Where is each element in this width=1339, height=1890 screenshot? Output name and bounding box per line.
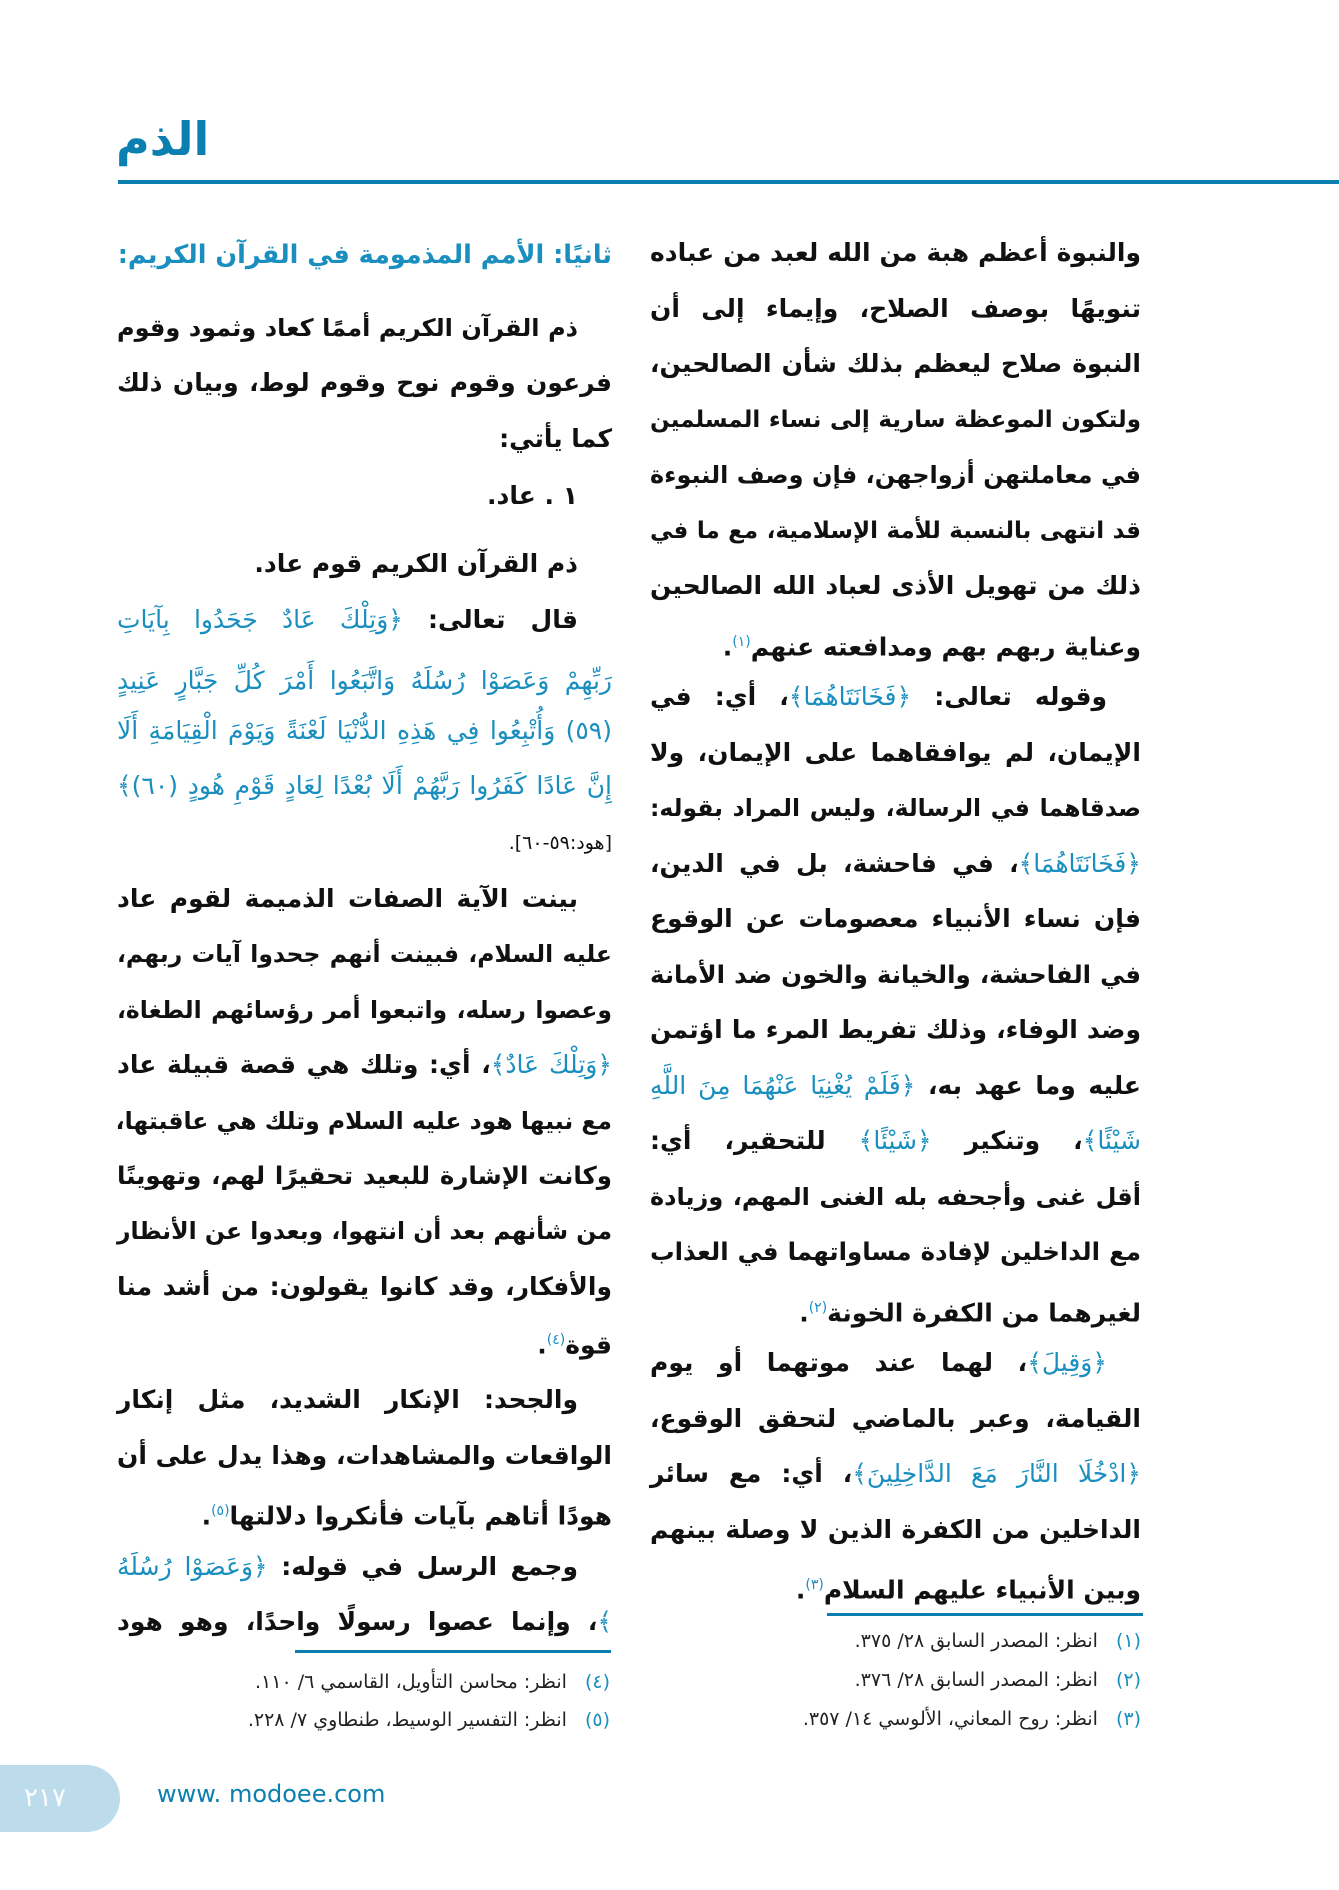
text-line xyxy=(117,1096,612,1146)
text-line xyxy=(650,617,1141,667)
text-line xyxy=(117,303,612,353)
text-line xyxy=(650,1560,1141,1610)
footnote-number: (١) xyxy=(1115,1630,1141,1652)
footnote-number: (٢) xyxy=(1115,1669,1141,1691)
text-segment: . xyxy=(799,1297,809,1327)
footnote-ref[interactable]: (٤) xyxy=(546,1332,566,1348)
quran-verse: ﴿شَيْئًا﴾ xyxy=(858,1126,932,1155)
text-segment: عليه وما عهد به، xyxy=(915,1070,1141,1100)
text-segment: ، أي: في xyxy=(650,682,789,711)
text-line xyxy=(117,1151,612,1201)
text-line xyxy=(117,874,612,924)
text-segment: وبين الأنبياء عليهم السلام xyxy=(823,1575,1141,1605)
quran-verse: (٥٩) وَأُتْبِعُوا فِي هَذِهِ الدُّنْيَا لَعْنَةً وَيَوْمَ الْقِيَامَةِ أَلَا xyxy=(117,716,612,745)
footnote-ref[interactable]: (٥) xyxy=(211,1503,230,1519)
footnote-ref[interactable]: (٢) xyxy=(808,1299,828,1316)
text-line xyxy=(117,761,612,811)
quran-verse: رَبِّهِمْ وَعَصَوْا رُسُلَهُ وَاتَّبَعُوا أَمْرَ كُلِّ جَبَّارٍ عَنِيدٍ xyxy=(117,666,612,695)
footnote-separator-left xyxy=(295,1650,611,1653)
text-line xyxy=(117,1040,612,1090)
text-line xyxy=(117,1431,612,1481)
text-segment: ، في فاحشة، بل في الدين، xyxy=(650,848,1019,878)
text-segment: للتحقير، أي: xyxy=(650,1126,859,1155)
text-segment: وعناية ربهم بهم ومدافعته عنهم xyxy=(750,631,1141,661)
text-segment: قال تعالى: xyxy=(402,605,579,634)
quran-verse: ﴿وَتِلْكَ عَادٌ جَحَدُوا بِآيَاتِ xyxy=(117,605,403,634)
text-line xyxy=(650,950,1141,1000)
text-line xyxy=(650,339,1141,389)
text-segment: ذم القرآن الكريم أممًا كعاد وثمود وقوم xyxy=(117,314,578,342)
quran-verse: ﴿فَخَانَتَاهُمَا﴾ xyxy=(788,682,912,711)
text-segment: النبوة صلاح ليعظم بذلك شأن الصالحين، xyxy=(650,349,1141,378)
text-segment: فرعون وقوم نوح وقوم لوط، وبيان ذلك xyxy=(117,368,612,397)
quran-verse: شَيْئًا﴾ xyxy=(1082,1126,1141,1155)
text-line xyxy=(117,414,612,464)
quran-verse: ﴿ادْخُلَا النَّارَ مَعَ الدَّاخِلِينَ﴾ xyxy=(852,1459,1141,1488)
section-heading xyxy=(117,230,612,280)
text-segment: هودًا أتاهم بآيات فأنكروا دلالتها xyxy=(229,1501,612,1531)
text-line xyxy=(117,706,612,756)
text-segment: عليه السلام، فبينت أنهم جحدوا آيات ربهم، xyxy=(117,940,612,968)
text-segment: والجحد: الإنكار الشديد، مثل إنكار xyxy=(117,1385,578,1414)
footnote xyxy=(855,1630,1141,1652)
text-line xyxy=(117,985,612,1035)
text-segment: بينت الآية الصفات الذميمة لقوم عاد xyxy=(117,884,578,913)
text-segment: . xyxy=(795,1575,806,1605)
footnote xyxy=(248,1709,610,1731)
text-line xyxy=(650,395,1141,445)
text-segment: وكانت الإشارة للبعيد تحقيرًا لهم، وتهوينًا xyxy=(117,1161,612,1190)
text-segment: من شأنهم بعد أن انتهوا، وبعدوا عن الأنظار xyxy=(117,1217,612,1245)
footnote-text: انظر: روح المعاني، الألوسي ١٤/ ٣٥٧. xyxy=(802,1708,1098,1730)
text-segment: أقل غنى وأجحفه بله الغنى المهم، وزيادة xyxy=(650,1182,1141,1211)
text-line xyxy=(650,1449,1141,1499)
text-segment: في معاملتهن أزواجهن، فإن وصف النبوءة xyxy=(650,461,1141,489)
footnote-ref[interactable]: (١) xyxy=(732,633,751,650)
text-segment: وعصوا رسله، واتبعوا أمر رؤسائهم الطغاة، xyxy=(117,996,612,1024)
footnote xyxy=(255,1671,610,1693)
text-segment: . xyxy=(722,631,733,661)
quran-verse: ﴿فَلَمْ يُغْنِيَا عَنْهُمَا مِنَ اللَّهِ xyxy=(650,1070,916,1100)
text-segment: وضد الوفاء، وذلك تفريط المرء ما اؤتمن xyxy=(650,1015,1141,1044)
text-line xyxy=(117,595,612,645)
text-line xyxy=(650,1505,1141,1555)
quran-verse: ﴿وَعَصَوْا رُسُلَهُ xyxy=(117,1552,268,1581)
footnote-number: (٤) xyxy=(584,1671,610,1693)
left-column xyxy=(117,0,612,1760)
text-segment: ، لهما عند موتهما أو يوم xyxy=(650,1348,1028,1377)
page-number: ٢١٧ xyxy=(0,1765,120,1832)
chapter-title: الذم xyxy=(116,112,210,166)
footnote-text: انظر: المصدر السابق ٢٨/ ٣٧٥. xyxy=(854,1630,1098,1652)
text-line xyxy=(117,1206,612,1256)
text-segment: الإيمان، لم يوافقاهما على الإيمان، ولا xyxy=(650,737,1141,767)
text-segment: . xyxy=(537,1330,547,1360)
text-segment: تنويهًا بوصف الصلاح، وإيماء إلى أن xyxy=(650,293,1141,323)
text-line xyxy=(650,1227,1141,1277)
text-line xyxy=(117,471,612,521)
text-segment: [هود:٥٩-٦٠]. xyxy=(508,832,612,854)
text-segment: ولتكون الموعظة سارية إلى نساء المسلمين xyxy=(650,406,1141,433)
text-segment: ، وتنكير xyxy=(931,1126,1083,1155)
text-line xyxy=(650,1394,1141,1444)
footnote-number: (٥) xyxy=(584,1709,610,1731)
footnote xyxy=(855,1669,1141,1691)
text-segment: القيامة، وعبر بالماضي لتحقق الوقوع، xyxy=(650,1403,1141,1433)
text-line xyxy=(117,1375,612,1425)
text-segment: وقوله تعالى: xyxy=(911,682,1108,711)
text-line xyxy=(117,1597,612,1647)
text-line xyxy=(650,1172,1141,1222)
quran-verse: ﴿وَقِيلَ﴾ xyxy=(1027,1348,1107,1377)
footnote-text: انظر: التفسير الوسيط، طنطاوي ٧/ ٢٢٨. xyxy=(247,1709,567,1731)
text-segment: ، أي: وتلك هي قصة قبيلة عاد xyxy=(117,1050,491,1079)
right-column xyxy=(650,0,1141,1760)
text-segment: ذلك من تهويل الأذى لعباد الله الصالحين xyxy=(650,571,1141,600)
website-link[interactable]: www. modoee.com xyxy=(157,1780,386,1808)
text-segment: الواقعات والمشاهدات، وهذا يدل على أن xyxy=(117,1441,612,1470)
text-line xyxy=(650,1005,1141,1055)
quran-verse: ﴿فَخَانَتَاهُمَا﴾ xyxy=(1018,848,1141,878)
text-line xyxy=(117,929,612,979)
text-line xyxy=(117,1486,612,1536)
text-line xyxy=(650,1061,1141,1111)
text-segment: ثانيًا: الأمم المذمومة في القرآن الكريم: xyxy=(117,240,612,270)
text-line xyxy=(650,728,1141,778)
text-line xyxy=(650,228,1141,278)
text-segment: والنبوة أعظم هبة من الله لعبد من عباده xyxy=(650,238,1141,267)
text-line xyxy=(650,1116,1141,1166)
text-line xyxy=(117,1315,612,1365)
quran-verse: ﴿وَتِلْكَ عَادٌ﴾ xyxy=(490,1050,613,1079)
text-segment: والأفكار، وقد كانوا يقولون: من أشد منا xyxy=(117,1272,612,1301)
text-segment: قد انتهى بالنسبة للأمة الإسلامية، مع ما في xyxy=(650,517,1141,544)
footnote-text: انظر: المصدر السابق ٢٨/ ٣٧٦. xyxy=(854,1669,1098,1691)
quran-verse: إِنَّ عَادًا كَفَرُوا رَبَّهُمْ أَلَا بُعْدًا لِعَادٍ قَوْمِ هُودٍ (٦٠)﴾ xyxy=(117,771,612,800)
text-segment: وجمع الرسل في قوله: xyxy=(267,1552,578,1581)
text-line xyxy=(117,656,612,706)
text-segment: فإن نساء الأنبياء معصومات عن الوقوع xyxy=(650,904,1141,933)
text-line xyxy=(117,1542,612,1592)
text-segment: مع الداخلين لإفادة مساواتهما في العذاب xyxy=(650,1237,1141,1266)
text-segment: مع نبيها هود عليه السلام وتلك هي عاقبتها، xyxy=(115,1107,612,1135)
text-line xyxy=(117,1262,612,1312)
text-segment: ، وإنما عصوا رسولًا واحدًا، وهو هود xyxy=(117,1607,598,1636)
footnote-text: انظر: محاسن التأويل، القاسمي ٦/ ١١٠. xyxy=(254,1671,567,1693)
text-line xyxy=(650,1338,1141,1388)
text-line xyxy=(650,1283,1141,1333)
text-segment: ، أي: مع سائر xyxy=(650,1459,853,1488)
text-line xyxy=(650,561,1141,611)
text-segment: في الفاحشة، والخيانة والخون ضد الأمانة xyxy=(650,959,1141,989)
text-segment: كما يأتي: xyxy=(499,424,612,453)
text-line xyxy=(117,358,612,408)
text-segment: ١ . عاد. xyxy=(487,481,578,510)
quran-verse: ﴾ xyxy=(597,1607,612,1636)
footnote-number: (٣) xyxy=(1115,1708,1141,1730)
text-line xyxy=(650,450,1141,500)
footnote xyxy=(803,1708,1141,1730)
text-segment: ذم القرآن الكريم قوم عاد. xyxy=(254,549,578,578)
footnote-separator-right xyxy=(827,1613,1143,1616)
text-segment: قوة xyxy=(565,1330,612,1360)
footnote-ref[interactable]: (٣) xyxy=(805,1577,824,1593)
text-segment: الداخلين من الكفرة الذين لا وصلة بينهم xyxy=(650,1514,1141,1544)
text-line xyxy=(650,672,1141,722)
text-segment: صدقاهما في الرسالة، وليس المراد بقوله: xyxy=(650,794,1141,822)
text-line xyxy=(650,839,1141,889)
text-segment: لغيرهما من الكفرة الخونة xyxy=(827,1297,1141,1327)
text-line xyxy=(117,539,612,589)
text-line xyxy=(650,894,1141,944)
text-line xyxy=(650,783,1141,833)
text-line xyxy=(650,284,1141,334)
text-line xyxy=(117,818,612,868)
text-segment: . xyxy=(201,1501,212,1531)
text-line xyxy=(650,506,1141,556)
